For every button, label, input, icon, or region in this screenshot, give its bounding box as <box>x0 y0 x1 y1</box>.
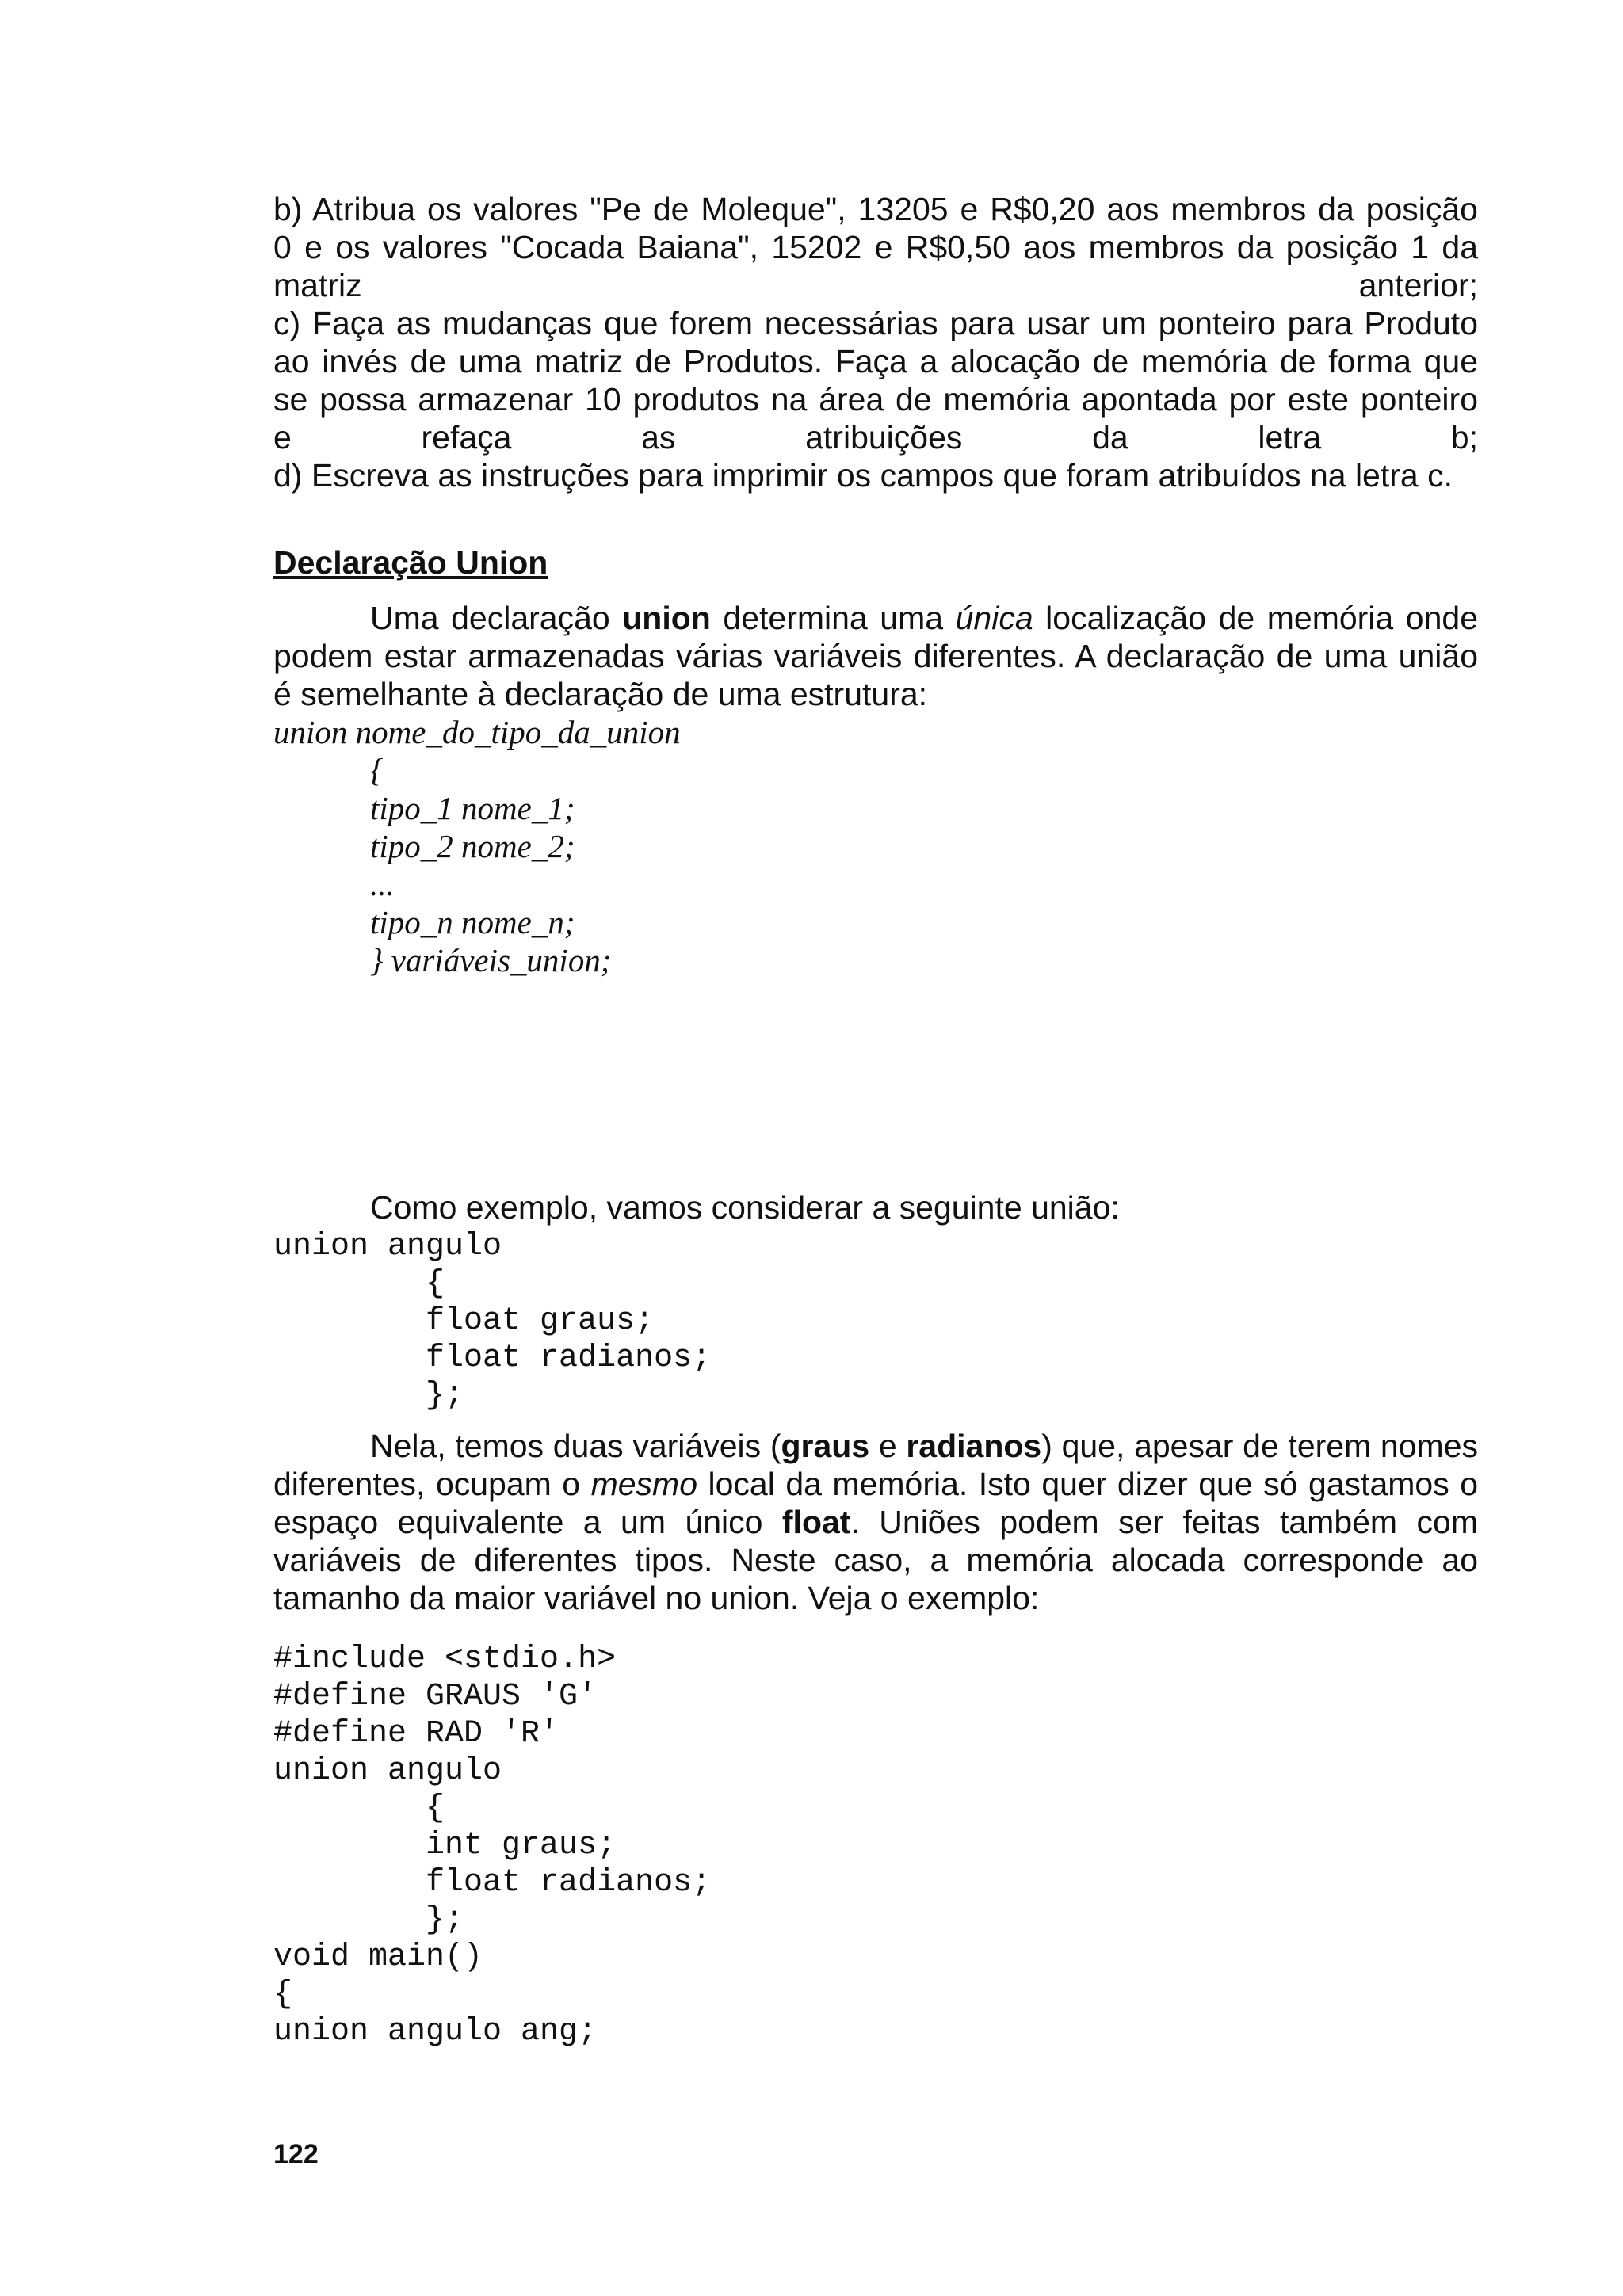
explanation-text: . Uniões podem ser feitas também com variáveis de diferentes tipos. Neste caso, a memória alocada corresponde ao tamanho da maior variável no union. Veja o exemplo: <box>273 1504 1478 1616</box>
keyword-float: float <box>781 1504 851 1540</box>
exercise-line: e refaça as atribuições da letra b; <box>273 419 1478 456</box>
explanation-paragraph <box>273 1427 1478 1617</box>
syntax-line: tipo_n nome_n; <box>370 904 575 940</box>
keyword-union: union <box>622 600 711 636</box>
emphasis-unica: única <box>955 600 1033 636</box>
keyword-radianos: radianos <box>906 1428 1042 1464</box>
exercise-line: 0 e os valores "Cocada Baiana", 15202 e R$0,50 aos membros da posição 1 da <box>273 229 1478 265</box>
example-code-block: union angulo { float graus; float radianos; }; <box>273 1229 712 1413</box>
exercise-line: se possa armazenar 10 produtos na área de memória apontada por este ponteiro <box>273 381 1478 418</box>
explanation-text: ) que, apesar de terem nomes diferentes, ocupam o <box>273 1428 1478 1502</box>
program-code-block: #include <stdio.h> #define GRAUS 'G' #define RAD 'R' union angulo { int graus; float radianos; }; void main() { union angulo ang; <box>273 1642 712 2050</box>
exercise-line: matriz anterior; <box>273 267 1478 303</box>
syntax-line: } variáveis_union; <box>370 942 612 978</box>
page-body <box>273 190 1478 2050</box>
exercise-line: b) Atribua os valores "Pe de Moleque", 13205 e R$0,20 aos membros da posição <box>273 191 1478 227</box>
syntax-line: tipo_1 nome_1; <box>370 790 575 826</box>
intro-paragraph <box>273 599 1478 713</box>
syntax-line: ... <box>370 866 395 902</box>
intro-text: localização de memória onde podem estar armazenadas várias variáveis diferentes. A declaração de uma união é semelhante à declaração de uma estrutura: <box>273 600 1478 712</box>
exercise-line: ao invés de uma matriz de Produtos. Faça a alocação de memória de forma que <box>273 343 1478 379</box>
intro-text: Uma declaração <box>370 600 623 636</box>
keyword-graus: graus <box>781 1428 870 1464</box>
syntax-block <box>273 713 1478 979</box>
exercise-block <box>273 190 1478 494</box>
section-title: Declaração Union <box>273 544 548 581</box>
intro-text: determina uma <box>710 600 956 636</box>
syntax-line: union nome_do_tipo_da_union <box>273 714 681 750</box>
emphasis-mesmo: mesmo <box>590 1466 698 1502</box>
exercise-line: d) Escreva as instruções para imprimir os campos que foram atribuídos na letra c. <box>273 457 1453 494</box>
exercise-line: c) Faça as mudanças que forem necessárias para usar um ponteiro para Produto <box>273 305 1478 341</box>
example-intro: Como exemplo, vamos considerar a seguinte união: <box>370 1189 1120 1226</box>
explanation-text: e <box>869 1428 907 1464</box>
explanation-text: local da memória. Isto quer dizer que só gastamos o espaço equivalente a um único <box>273 1466 1478 1540</box>
explanation-text: Nela, temos duas variáveis ( <box>370 1428 781 1464</box>
syntax-line: tipo_2 nome_2; <box>370 828 575 864</box>
syntax-line: { <box>370 752 384 788</box>
page-number: 122 <box>273 2139 319 2169</box>
